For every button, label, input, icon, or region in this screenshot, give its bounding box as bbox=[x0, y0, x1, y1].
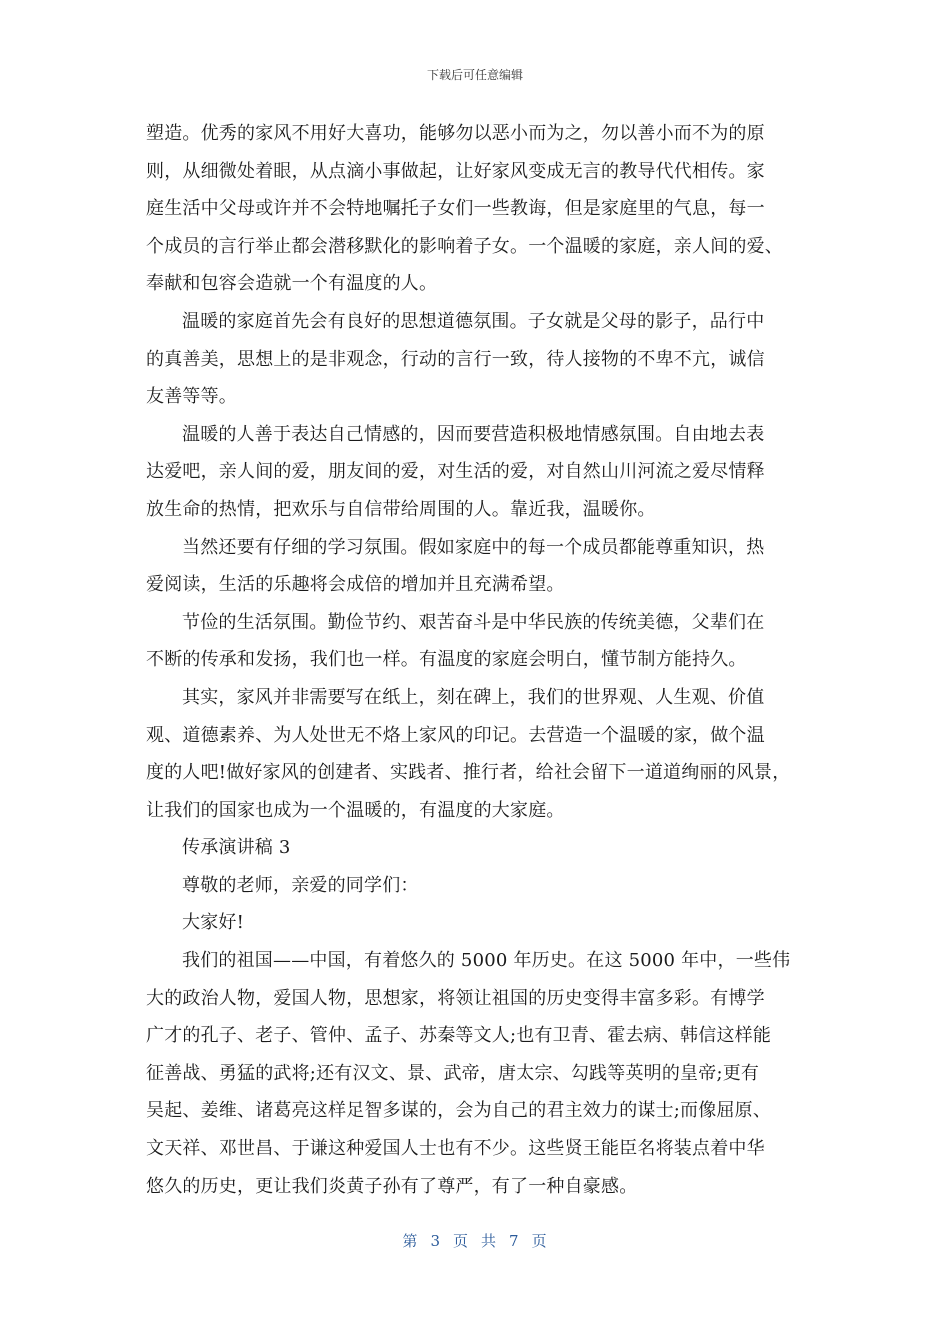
text-line: 友善等等。 bbox=[146, 386, 237, 408]
text-line: 当然还要有仔细的学习氛围。假如家庭中的每一个成员都能尊重知识，热 bbox=[182, 536, 765, 558]
text-line: 庭生活中父母或许并不会特地嘱托子女们一些教诲，但是家庭里的气息，每一 bbox=[146, 198, 765, 220]
page-label: 第 bbox=[402, 1232, 419, 1250]
text-line: 悠久的历史，更让我们炎黄子孙有了尊严，有了一种自豪感。 bbox=[146, 1175, 638, 1197]
greeting: 大家好! bbox=[182, 912, 245, 934]
text-line: 广才的孔子、老子、管仲、孟子、苏秦等文人;也有卫青、霍去病、韩信这样能 bbox=[146, 1025, 772, 1047]
document-body bbox=[146, 115, 826, 1205]
page-header: 下载后可任意编辑 bbox=[426, 68, 523, 82]
page-word: 页 bbox=[452, 1232, 469, 1250]
total-word: 页 bbox=[531, 1232, 548, 1250]
text-line: 达爱吧，亲人间的爱，朋友间的爱，对生活的爱，对自然山川河流之爱尽情释 bbox=[146, 461, 765, 483]
page-number: 3 bbox=[430, 1232, 441, 1250]
salutation: 尊敬的老师，亲爱的同学们： bbox=[182, 874, 419, 896]
text-line: 大的政治人物，爱国人物，思想家，将领让祖国的历史变得丰富多彩。有博学 bbox=[146, 987, 765, 1009]
text-line: 温暖的人善于表达自己情感的，因而要营造积极地情感氛围。自由地去表 bbox=[182, 423, 765, 445]
text-line: 塑造。优秀的家风不用好大喜功，能够勿以恶小而为之，勿以善小而不为的原 bbox=[146, 123, 765, 144]
text-line: 我们的祖国——中国，有着悠久的 5000 年历史。在这 5000 年中，一些伟 bbox=[182, 950, 791, 972]
text-line: 让我们的国家也成为一个温暖的，有温度的大家庭。 bbox=[146, 799, 565, 821]
text-line: 吴起、姜维、诸葛亮这样足智多谋的，会为自己的君主效力的谋士;而像屈原、 bbox=[146, 1100, 772, 1122]
text-line: 其实，家风并非需要写在纸上，刻在碑上，我们的世界观、人生观、价值 bbox=[182, 686, 765, 708]
text-line: 奉献和包容会造就一个有温度的人。 bbox=[146, 273, 438, 295]
text-line: 的真善美，思想上的是非观念，行动的言行一致，待人接物的不卑不亢，诚信 bbox=[146, 348, 765, 370]
text-line: 个成员的言行举止都会潜移默化的影响着子女。一个温暖的家庭，亲人间的爱、 bbox=[146, 235, 783, 257]
total-label: 共 bbox=[481, 1232, 498, 1250]
text-line: 爱阅读，生活的乐趣将会成倍的增加并且充满希望。 bbox=[146, 574, 565, 596]
text-line: 征善战、勇猛的武将;还有汉文、景、武帝，唐太宗、勾践等英明的皇帝;更有 bbox=[146, 1062, 760, 1084]
text-line: 文天祥、邓世昌、于谦这种爱国人士也有不少。这些贤王能臣名将装点着中华 bbox=[146, 1138, 765, 1160]
text-line: 度的人吧!做好家风的创建者、实践者、推行者，给社会留下一道道绚丽的风景， bbox=[146, 762, 791, 784]
text-line: 放生命的热情，把欢乐与自信带给周围的人。靠近我，温暖你。 bbox=[146, 498, 656, 520]
text-line: 节俭的生活氛围。勤俭节约、艰苦奋斗是中华民族的传统美德，父辈们在 bbox=[182, 611, 765, 633]
section-title: 传承演讲稿 3 bbox=[182, 837, 291, 859]
text-line: 则，从细微处着眼，从点滴小事做起，让好家风变成无言的教导代代相传。家 bbox=[146, 160, 765, 182]
page-footer bbox=[0, 1230, 950, 1251]
text-line: 不断的传承和发扬，我们也一样。有温度的家庭会明白，懂节制方能持久。 bbox=[146, 649, 747, 671]
text-line: 温暖的家庭首先会有良好的思想道德氛围。子女就是父母的影子，品行中 bbox=[182, 310, 765, 332]
total-pages: 7 bbox=[509, 1232, 520, 1250]
text-line: 观、道德素养、为人处世无不烙上家风的印记。去营造一个温暖的家，做个温 bbox=[146, 724, 765, 746]
